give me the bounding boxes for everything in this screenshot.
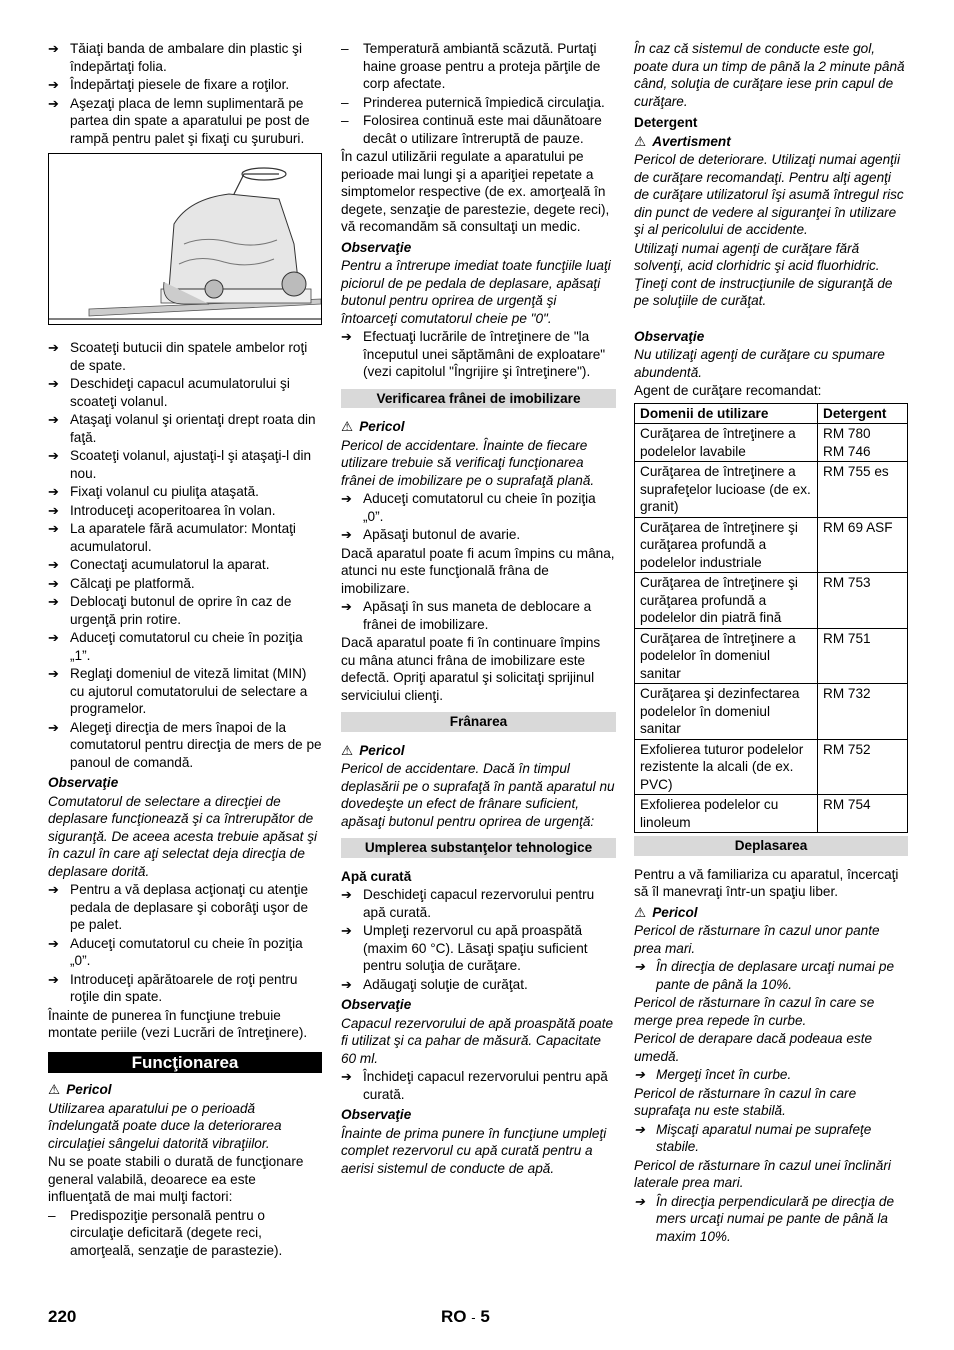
danger-text: Pericol de răsturnare în cazul unor pante prea mari. [634,923,880,956]
note-title: Observaţie [634,328,705,344]
step: ➔ Aduceţi comutatorul cu cheie în poziţia „0”. [341,490,616,525]
danger-title [634,904,908,922]
page-label [441,1308,490,1327]
note-text: Comutatorul de selectare a direcţiei de deplasare funcţionează şi ca întrerupător de siguranţă. De aceea acesta trebuie apăsat şi în cazul în care aţi selectat deja direcţia de deplasare dorită. [48,793,318,879]
usage-cell: Curăţarea de întreţinere a podelelor în domeniul sanitar [635,628,818,684]
detergent-table [634,403,908,834]
usage-cell: Exfolierea tuturor podelelor rezistente la alcali (de ex. PVC) [635,739,818,795]
table-header: Domenii de utilizare [635,403,818,424]
usage-cell: Curăţarea de întreţinere şi curăţarea profundă a podelelor industriale [635,517,818,573]
danger-title-text: Pericol [652,904,698,920]
detergent-cell: RM 732 [818,684,908,740]
step: ➔ Scoateţi butucii din spatele ambelor roţi de spate. [48,339,322,374]
warning-title-text: Avertisment [652,133,731,149]
step: ➔ Deblocaţi butonul de oprire în caz de urgenţă prin rotire. [48,593,322,628]
step: ➔ Mergeţi încet în curbe. [634,1066,908,1084]
warning-text: Pericol de deteriorare. Utilizaţi numai agenţii de curăţare recomandaţi. Pentru alţi agenţi de curăţare utilizatorul îşi asumă întregul risc din punct de vedere al siguranţei în utilizare şi al pericolului de accidente. [634,152,904,237]
machine-illustration [48,153,322,325]
usage-cell: Curăţarea şi dezinfectarea podelelor în domeniul sanitar [635,684,818,740]
danger-text: Utilizarea aparatului pe o perioadă îndelungată poate duce la deteriorarea circulaţiei sângelui datorită vibraţiilor. [48,1100,282,1151]
column-2 [341,40,616,1178]
step: ➔ Apăsaţi butonul de avarie. [341,526,616,544]
table-row [635,462,908,518]
step: ➔ Scoateţi volanul, ajustaţi-l şi ataşaţi-l din nou. [48,447,322,482]
paragraph: Dacă aparatul poate fi acum împins cu mâna, atunci nu este funcţională frâna de imobilizare. [341,545,615,596]
step: ➔ Apăsaţi în sus maneta de deblocare a frânei de imobilizare. [341,598,616,633]
section-heading: Verificarea frânei de imobilizare [341,389,616,409]
step: ➔ Aduceţi comutatorul cu cheie în poziţia „1”. [48,629,322,664]
usage-cell: Curăţarea de întreţinere a suprafeţelor lucioase (de ex. granit) [635,462,818,518]
danger-text: Pericol de derapare dacă podeaua este umedă. [634,1031,873,1064]
detergent-cell: RM 751 [818,628,908,684]
paragraph: Dacă aparatul poate fi în continuare împins cu mâna atunci frâna de imobilizare este defectă. Opriţi aparatul şi solicitaţi sprijinul serviciului clienţi. [341,635,601,703]
step: ➔ Tăiaţi banda de ambalare din plastic şi îndepărtaţi folia. [48,40,322,75]
table-row [635,517,908,573]
paragraph: Pentru a vă familiariza cu aparatul, încercaţi să îl manevraţi într-un spaţiu liber. [634,866,899,899]
step-list [48,339,322,771]
step: ➔ În direcţia perpendiculară pe direcţia de mers urcaţi numai pe pante de până la maxim 10%. [634,1193,908,1246]
warning-title [634,133,908,151]
dash-item: – Predispoziţie personală pentru o circulaţie deficitară (degete reci, amorţeală, senzaţie de parastezie). [48,1207,322,1260]
usage-cell: Exfolierea podelelor cu linoleum [635,795,818,833]
warning-text: Utilizaţi numai agenţi de curăţare fără solvenţi, acid clorhidric şi acid fluorhidric. Ţineţi cont de instrucţiunile de siguranţă de pe soluţiile de curăţat. [634,240,893,308]
step: ➔ Călcaţi pe platformă. [48,575,322,593]
step: ➔ Reglaţi domeniul de viteză limitat (MIN) cu ajutorul comutatorului de selectare a programelor. [48,665,322,718]
danger-text: Pericol de răsturnare în cazul în care se merge prea repede în curbe. [634,995,875,1028]
paragraph: În caz că sistemul de conducte este gol, poate dura un timp de până la 2 minute până când, soluţia de curăţare iese prin capul de curăţare. [634,41,905,109]
step: ➔ Alegeţi direcţia de mers înapoi de la comutatorul pentru direcţia de mers de pe panoul de comandă. [48,719,322,772]
section-heading: Funcţionarea [48,1052,322,1074]
step: ➔ Aduceţi comutatorul cu cheie în poziţia „0”. [48,935,322,970]
step: ➔ Aşezaţi placa de lemn suplimentară pe partea din spate a aparatului pe post de rampă pentru palet şi fixaţi cu şuruburi. [48,95,322,148]
step: ➔ Pentru a vă deplasa acţionaţi cu atenţie pedala de deplasare şi coborâţi uşor de pe palet. [48,881,322,934]
step: ➔ Îndepărtaţi piesele de fixare a roţilor. [48,76,322,94]
usage-cell: Curăţarea de întreţinere şi curăţarea profundă a podelelor din piatră fină [635,573,818,629]
note-title: Observaţie [48,775,119,790]
table-row [635,684,908,740]
table-header: Detergent [818,403,908,424]
scrubber-on-pallet-image [49,154,321,322]
danger-title-text: Pericol [66,1082,112,1097]
step-list [48,881,322,1006]
note-title: Observaţie [341,1107,412,1122]
table-row [635,573,908,629]
danger-title-text: Pericol [359,742,405,758]
section-heading: Frânarea [341,712,616,732]
subheading: Detergent [634,115,698,130]
step: ➔ Deschideţi capacul rezervorului pentru apă curată. [341,886,616,921]
note-text: Pentru a întrerupe imediat toate funcţiile luaţi piciorul de pe pedala de deplasare, apăsaţi butonul pentru oprirea de urgenţă şi întoarceţi comutatorul cheie pe "0". [341,258,611,326]
danger-text: Pericol de accidentare. Dacă în timpul deplasării pe o suprafaţă în pantă aparatul nu dovedeşte un efect de frânare suficient, apăsaţi butonul pentru oprirea de urgenţă: [341,761,615,829]
detergent-cell: RM 69 ASF [818,517,908,573]
paragraph: Nu se poate stabili o durată de funcţionare general valabilă, deoarece ea este influenţată de mai mulţi factori: [48,1154,304,1204]
table-row [635,628,908,684]
subheading: Apă curată [341,868,412,884]
dash-item: – Prinderea puternică împiedică circulaţia. [341,94,616,112]
step: ➔ La aparatele fără acumulator: Montaţi acumulatorul. [48,520,322,555]
step: ➔ În direcţia de deplasare urcaţi numai pe pante de până la 10%. [634,958,908,993]
danger-text: Pericol de accidentare. Înainte de fiecare utilizare trebuie să verificaţi funcţionarea frânei de imobilizare pe o suprafaţă plană. [341,437,595,488]
section-page-number: 5 [480,1307,490,1326]
step: ➔ Efectuaţi lucrările de întreţinere de "la începutul unei săptămâni de exploatare" (vezi capitolul "Îngrijire şi întreţinere"). [341,328,616,381]
danger-title [341,418,616,436]
dash-item: – Folosirea continuă este mai dăunătoare decât o utilizare întreruptă de pauze. [341,112,616,147]
step: ➔ Conectaţi acumulatorul la aparat. [48,556,322,574]
language-code: RO [441,1307,467,1326]
danger-title-text: Pericol [359,419,405,434]
detergent-cell: RM 780 RM 746 [818,424,908,462]
step: ➔ Ataşaţi volanul şi orientaţi drept roata din faţă. [48,411,322,446]
note-text: Nu utilizaţi agenţi de curăţare cu spumare abundentă. [634,347,885,380]
step: ➔ Fixaţi volanul cu piuliţa ataşată. [48,483,322,501]
usage-cell: Curăţarea de întreţinere a podelelor lavabile [635,424,818,462]
table-row [635,795,908,833]
danger-title [341,742,616,760]
step: ➔ Închideţi capacul rezervorului pentru apă curată. [341,1068,616,1103]
note-title: Observaţie [341,997,412,1012]
page-number: 220 [48,1307,77,1326]
danger-title [48,1081,322,1099]
danger-text: Pericol de răsturnare în cazul în care suprafaţa nu este stabilă. [634,1085,857,1118]
step: ➔ Mişcaţi aparatul numai pe suprafeţe stabile. [634,1121,908,1156]
table-row [635,739,908,795]
note-text: Înainte de prima punere în funcţiune umpleţi complet rezervorul cu apă curată pentru a aerisi sistemul de conducte de apă. [341,1125,607,1176]
separator: - [471,1310,476,1325]
detergent-cell: RM 753 [818,573,908,629]
section-heading: Deplasarea [634,836,908,856]
detergent-cell: RM 755 es [818,462,908,518]
dash-item: – Temperatură ambiantă scăzută. Purtaţi haine groase pentru a proteja părţile de corp afectate. [341,40,616,93]
paragraph: Agent de curăţare recomandat: [634,383,822,398]
detergent-cell: RM 752 [818,739,908,795]
danger-text: Pericol de răsturnare în cazul unei înclinări laterale prea mari. [634,1157,891,1190]
note-title: Observaţie [341,239,412,255]
table-row [635,424,908,462]
section-heading: Umplerea substanţelor tehnologice [341,838,616,858]
paragraph: În cazul utilizării regulate a aparatului pe perioade mai lungi şi a apariţiei repetate a simptomelor respective (de ex. amorţeală în degete, senzaţie de parestezie, degete reci), vă recomandăm să consultaţi un medic. [341,149,610,234]
dash-list [341,40,616,147]
column-3 [634,40,908,1246]
step: ➔ Deschideţi capacul acumulatorului şi scoateţi volanul. [48,375,322,410]
paragraph: Înainte de punerea în funcţiune trebuie montate periile (vezi Lucrări de întreţinere). [48,1007,308,1040]
note-text: Capacul rezervorului de apă proaspătă poate fi utilizat şi ca pahar de măsură. Capacitate 60 ml. [341,1015,614,1066]
step: ➔ Umpleţi rezervorul cu apă proaspătă (maxim 60 °C). Lăsaţi spaţiu suficient pentru soluţia de curăţare. [341,922,616,975]
step: ➔ Introduceţi acoperitoarea în volan. [48,502,322,520]
detergent-cell: RM 754 [818,795,908,833]
step: ➔ Introduceţi apărătoarele de roţi pentru roţile din spate. [48,971,322,1006]
step-list [48,40,322,147]
step: ➔ Adăugaţi soluţie de curăţat. [341,976,616,994]
table-body [635,424,908,833]
column-1 [48,40,322,1260]
